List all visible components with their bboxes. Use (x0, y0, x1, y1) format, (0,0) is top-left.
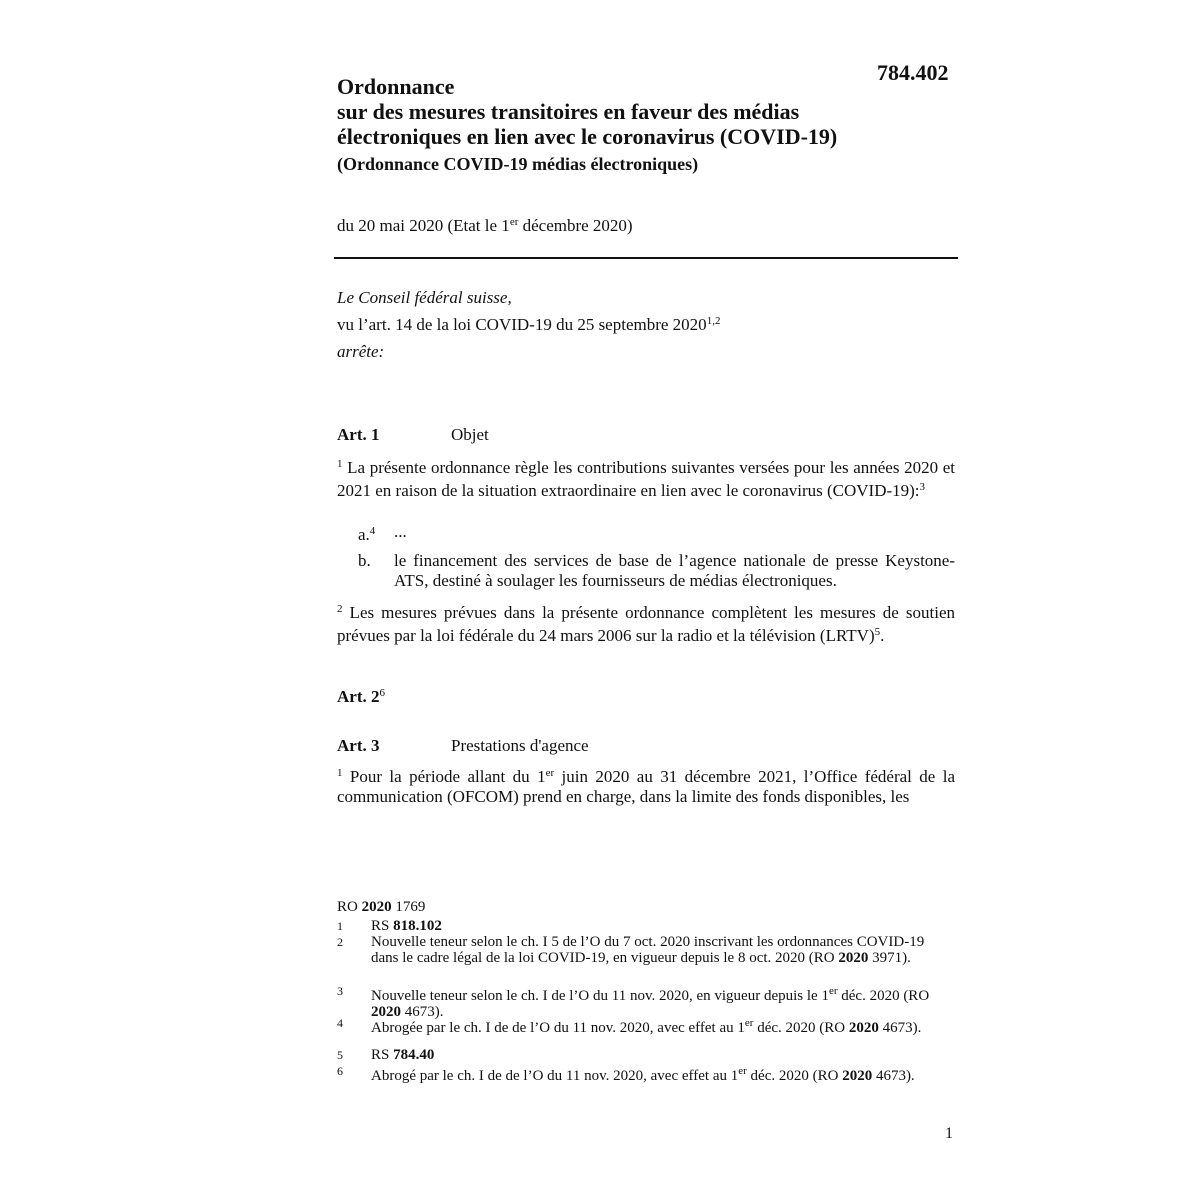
preamble-legal-basis-text: vu l’art. 14 de la loi COVID-19 du 25 septembre 2020 (337, 315, 707, 334)
paragraph-text: Pour la période allant du 1 (342, 767, 546, 786)
footnote-number: 5 (337, 1048, 343, 1062)
footnote-text-part: Nouvelle teneur selon le ch. I 5 de l’O du 7 oct. 2020 inscrivant les ordonnances COVID-19 dans le cadre légal de la loi COVID-19, en vigueur depuis le 8 oct. 2020 (RO (371, 934, 925, 966)
document-subtitle: (Ordonnance COVID-19 médias électroniques) (337, 154, 699, 174)
footnote-text (371, 1015, 951, 1036)
article-1-paragraph-1 (337, 455, 955, 500)
article-1-paragraph-2 (337, 600, 955, 645)
footnote-number: 2 (337, 935, 343, 949)
date-text: du 20 mai 2020 (Etat le 1 (337, 216, 510, 235)
page-number: 1 (945, 1125, 953, 1142)
paragraph-number: 1 (337, 458, 343, 470)
footnote-number: 1 (337, 919, 343, 933)
footnote-text-part: RS (371, 1047, 394, 1063)
superscript: er (744, 1017, 754, 1029)
footnote-text (371, 1047, 951, 1063)
list-item-letter: a. (358, 525, 370, 544)
article-2-heading (337, 687, 385, 707)
paragraph-number: 1 (337, 767, 343, 779)
paragraph-text-cont: juin 2020 au 31 décembre 2021, l’Office fédéral de la communication (OFCOM) prend en charge, dans la limite des fonds disponibles, les (337, 767, 956, 806)
paragraph-end: . (880, 625, 885, 645)
article-3-heading (337, 736, 589, 756)
list-item-text: le financement des services de base de l’agence nationale de presse Keystone-ATS, destiné à soulager les fournisseurs de médias électroniques. (394, 551, 955, 590)
footnote-ref[interactable]: 3 (919, 480, 926, 493)
preamble-legal-basis (337, 315, 720, 335)
footnote-bold: 2020 (371, 1004, 401, 1020)
footnote-number: 4 (337, 1016, 343, 1030)
footnote-text-part: Nouvelle teneur selon le ch. I de l’O du 11 nov. 2020, en vigueur depuis le 1 (371, 988, 829, 1004)
title-line-1: Ordonnance (337, 74, 455, 99)
footnote-number: 6 (337, 1064, 343, 1078)
article-3-paragraph-1 (337, 764, 955, 806)
footnote-text-end: 4673). (872, 1068, 915, 1084)
document-title (337, 74, 897, 149)
footnote-bold: 2020 (838, 950, 869, 966)
footnote-text-part: déc. 2020 (RO (753, 1020, 849, 1036)
list-item-text: ... (394, 522, 407, 541)
list-item-letter: b. (358, 551, 371, 570)
footnote-text-end: 4673). (401, 1004, 444, 1020)
footnote-bold: 818.102 (393, 918, 442, 934)
footnote-ref[interactable]: 6 (379, 687, 385, 699)
article-number: Art. 1 (337, 425, 380, 444)
footnote-bold: 2020 (842, 1068, 873, 1084)
preamble-authority: Le Conseil fédéral suisse, (337, 288, 512, 307)
footnote-ref[interactable]: 1,2 (706, 315, 721, 327)
footnote-text-end: 3971). (868, 950, 911, 966)
footnote-text-part: Abrogée par le ch. I de de l’O du 11 nov. 2020, avec effet au 1 (371, 1020, 745, 1036)
superscript: er (545, 767, 555, 779)
document-date (337, 216, 633, 236)
ro-page: 1769 (391, 899, 426, 915)
title-line-2: sur des mesures transitoires en faveur des médias (337, 99, 800, 124)
superscript: er (738, 1065, 747, 1077)
header-rule (334, 257, 958, 259)
footnote-text-part: RS (371, 918, 394, 934)
footnote-text (371, 934, 951, 966)
footnote-bold: 784.40 (393, 1047, 435, 1063)
footnote-bold: 2020 (848, 1020, 879, 1036)
footnote-text (371, 1063, 951, 1084)
footnote-number: 3 (337, 984, 343, 998)
footnote-text-part: Abrogé par le ch. I de de l’O du 11 nov. 2020, avec effet au 1 (371, 1068, 739, 1084)
ro-year: 2020 (361, 899, 392, 915)
list-item-a (358, 522, 955, 545)
title-line-3: électroniques en lien avec le coronavirus (COVID-19) (337, 124, 838, 149)
footnote-ro-reference (337, 899, 425, 916)
list-item-label (358, 522, 394, 545)
ro-prefix: RO (337, 899, 362, 915)
article-number: Art. 2 (337, 687, 380, 706)
footnote-text (371, 918, 951, 934)
footnote-text-part: déc. 2020 (RO (746, 1068, 843, 1084)
footnote-ref[interactable]: 5 (874, 625, 881, 638)
list-item-b (358, 551, 955, 590)
article-number: Art. 3 (337, 736, 380, 755)
preamble-decree: arrête: (337, 342, 385, 361)
paragraph-number: 2 (337, 603, 343, 615)
footnote-text-end: 4673). (878, 1020, 922, 1036)
date-superscript: er (509, 216, 519, 228)
paragraph-text: Les mesures prévues dans la présente ordonnance complètent les mesures de soutien prévues par la loi fédérale du 24 mars 2006 sur la radio et la télévision (LRTV) (337, 603, 955, 645)
article-1-heading (337, 425, 489, 445)
footnote-ref[interactable]: 4 (369, 525, 376, 537)
article-title: Objet (451, 425, 489, 444)
superscript: er (828, 985, 838, 997)
paragraph-text: La présente ordonnance règle les contributions suivantes versées pour les années 2020 et 2021 en raison de la situation extraordinaire en lien avec le coronavirus (COVID-19): (337, 458, 955, 500)
sr-number: 784.402 (877, 60, 949, 85)
date-text-end: décembre 2020) (518, 216, 633, 235)
article-title: Prestations d'agence (451, 736, 589, 755)
footnote-text-part: déc. 2020 (RO (837, 988, 930, 1004)
